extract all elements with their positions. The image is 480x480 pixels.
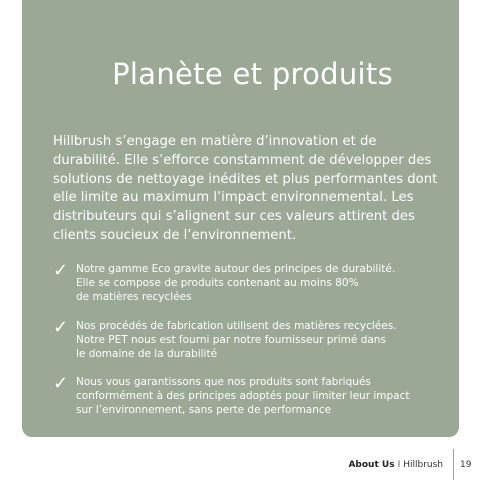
bullet-line: Notre gamme Eco gravite autour des principes de durabilité.: [76, 263, 396, 275]
footer-section-label: About Us: [348, 460, 395, 470]
footer-brand: Hillbrush: [403, 460, 443, 470]
bullet-line: sur l’environnement, sans perte de performance: [76, 404, 332, 417]
checkmark-icon: ✓: [53, 373, 69, 394]
checkmark-icon: ✓: [53, 317, 69, 338]
bullet-line: Elle se compose de produits contenant au moins 80%: [76, 277, 359, 290]
footer-divider: [453, 449, 454, 480]
page-number: 19: [460, 460, 472, 470]
intro-paragraph: Hillbrush s’engage en matière d’innovation et de durabilité. Elle s’efforce constamment de développer des solutions de nettoyage inédites et plus performantes dont elle limite au maximum l’impact environnemental. Les distributeurs qui s’alignent sur ces valeurs attirent des clients soucieux de l’environnement.: [53, 134, 438, 243]
bullet-line: conformément à des principes adoptés pour limiter leur impact: [76, 390, 410, 403]
bullet-line: Nous vous garantissons que nos produits sont fabriqués: [76, 376, 371, 388]
page-title: Planète et produits: [112, 57, 393, 91]
footer-separator: I: [397, 460, 401, 470]
bullet-line: de matières recyclées: [76, 291, 192, 304]
bullet-line: Notre PET nous est fourni par notre fournisseur primé dans: [76, 334, 386, 347]
bullet-text: [76, 262, 426, 305]
checkmark-icon: ✓: [53, 260, 69, 281]
bullet-line: le domaine de la durabilité: [76, 348, 218, 361]
page-footer: [348, 459, 443, 471]
bullet-text: [76, 319, 426, 362]
bullet-text: [76, 375, 426, 418]
bullet-line: Nos procédés de fabrication utilisent des matières recyclées.: [76, 320, 397, 332]
